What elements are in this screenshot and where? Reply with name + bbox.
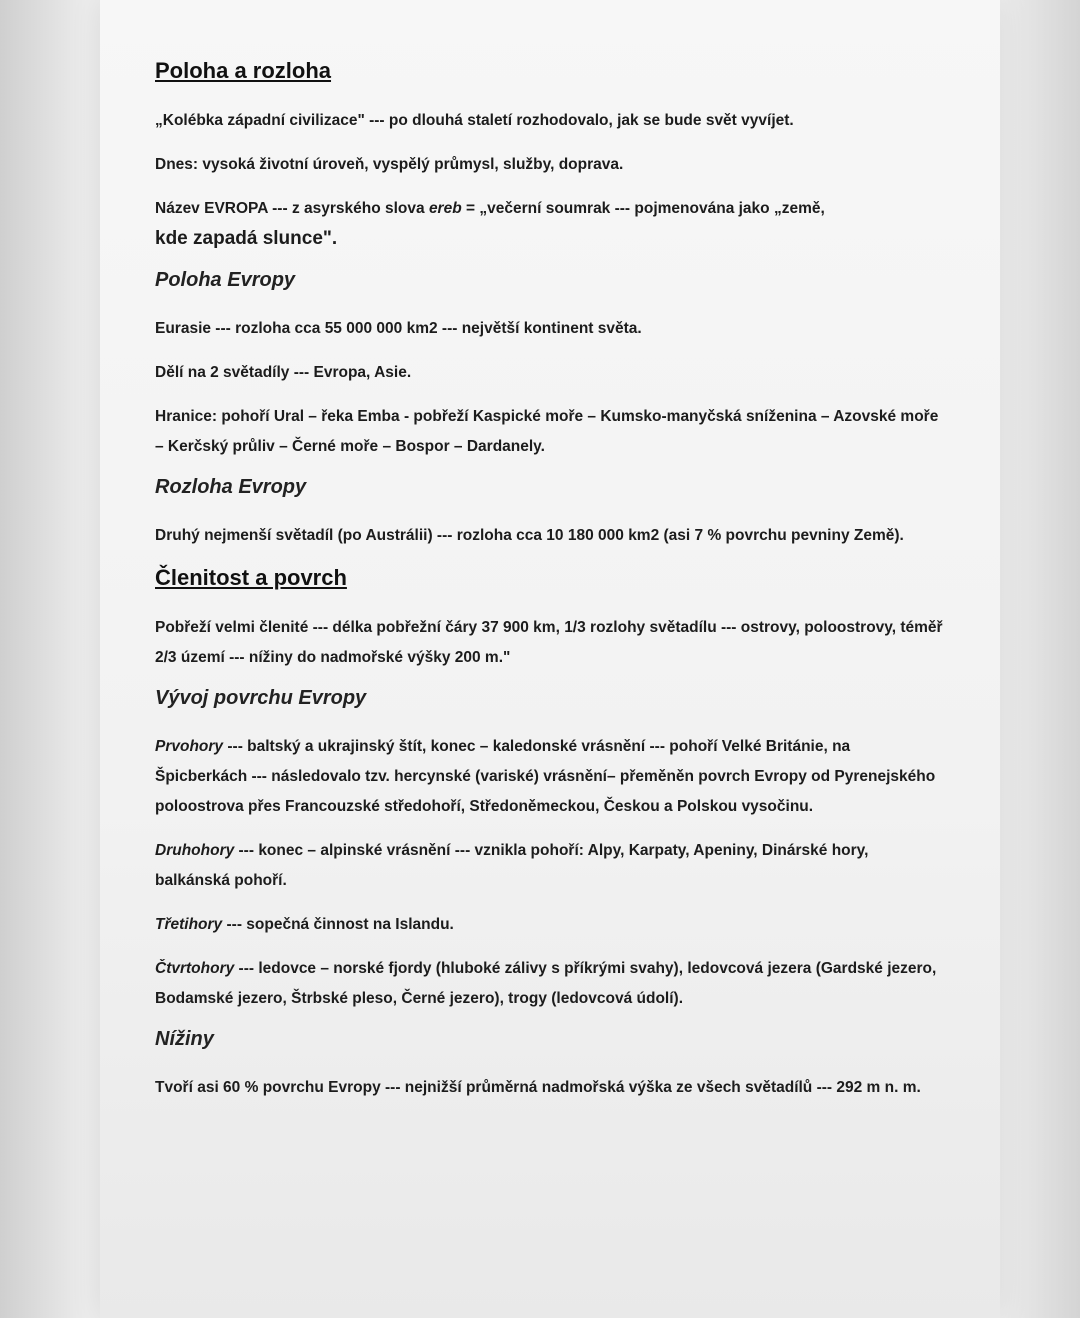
paragraph-kolebka: „Kolébka západní civilizace" --- po dlouhá staletí rozhodovalo, jak se bude svět vyvíjet. xyxy=(155,112,794,129)
text-druhohory: Druhohory xyxy=(155,842,235,859)
text-ctvrtohory: Čtvrtohory xyxy=(155,960,235,977)
text-nazev-a: Název EVROPA --- z asyrského slova xyxy=(155,200,429,217)
text-nazev-c: kde zapadá slunce". xyxy=(155,228,338,249)
paragraph-druhohory xyxy=(155,836,945,896)
heading-poloha-a-rozloha: Poloha a rozloha xyxy=(155,58,332,83)
document-content xyxy=(155,58,945,1117)
paragraph-nazev-evropa xyxy=(155,194,945,255)
paragraph-dnes: Dnes: vysoká životní úroveň, vyspělý průmysl, služby, doprava. xyxy=(155,156,624,173)
heading-clenitost-a-povrch: Členitost a povrch xyxy=(155,565,347,590)
text-tretihory-body: --- sopečná činnost na Islandu. xyxy=(222,916,454,933)
paragraph-druhy-nejmensi: Druhý nejmenší světadíl (po Austrálii) --- rozloha cca 10 180 000 km2 (asi 7 % povrchu pevniny Země). xyxy=(155,527,904,544)
text-ereb: ereb xyxy=(428,200,462,217)
heading-poloha-evropy: Poloha Evropy xyxy=(155,269,296,291)
text-druhohory-body: --- konec – alpinské vrásnění --- vznikla pohoří: Alpy, Karpaty, Apeniny, Dinárské hory, balkánská pohoří. xyxy=(155,842,869,889)
text-nazev-b: = „večerní soumrak --- pojmenována jako „země, xyxy=(461,200,825,217)
paragraph-tvori: Tvoří asi 60 % povrchu Evropy --- nejnižší průměrná nadmořská výška ze všech světadílů --- 292 m n. m. xyxy=(155,1079,921,1096)
heading-vyvoj-povrchu: Vývoj povrchu Evropy xyxy=(155,687,367,709)
heading-rozloha-evropy: Rozloha Evropy xyxy=(155,476,307,498)
text-ctvrtohory-body: --- ledovce – norské fjordy (hluboké zálivy s příkrými svahy), ledovcová jezera (Gardské jezero, Bodamské jezero, Štrbské pleso, Černé jezero), trogy (ledovcová údolí). xyxy=(155,960,937,1007)
paragraph-deli: Dělí na 2 světadíly --- Evropa, Asie. xyxy=(155,364,412,381)
text-prvohory-body: --- baltský a ukrajinský štít, konec – kaledonské vrásnění --- pohoří Velké Británie, na Špicberkách --- následovalo tzv. hercynské (variské) vrásnění– přeměněn povrch Evropy od Pyrenejského poloostrova přes Francouzské středohoří, Středoněmeckou, Českou a Polskou vysočinu. xyxy=(155,738,936,815)
paragraph-eurasie: Eurasie --- rozloha cca 55 000 000 km2 --- největší kontinent světa. xyxy=(155,320,642,337)
paragraph-tretihory xyxy=(155,910,945,940)
paragraph-hranice: Hranice: pohoří Ural – řeka Emba - pobřeží Kaspické moře – Kumsko-manyčská sníženina – Azovské moře – Kerčský průliv – Černé moře – Bospor – Dardanely. xyxy=(155,408,939,455)
paragraph-prvohory xyxy=(155,732,945,822)
heading-niziny: Nížiny xyxy=(155,1028,214,1050)
text-prvohory: Prvohory xyxy=(155,738,224,755)
paragraph-ctvrtohory xyxy=(155,954,945,1014)
paragraph-pobrezi: Pobřeží velmi členité --- délka pobřežní čáry 37 900 km, 1/3 rozlohy světadílu --- ostrovy, poloostrovy, téměř 2/3 území --- nížiny do nadmořské výšky 200 m." xyxy=(155,619,943,666)
text-tretihory: Třetihory xyxy=(155,916,223,933)
